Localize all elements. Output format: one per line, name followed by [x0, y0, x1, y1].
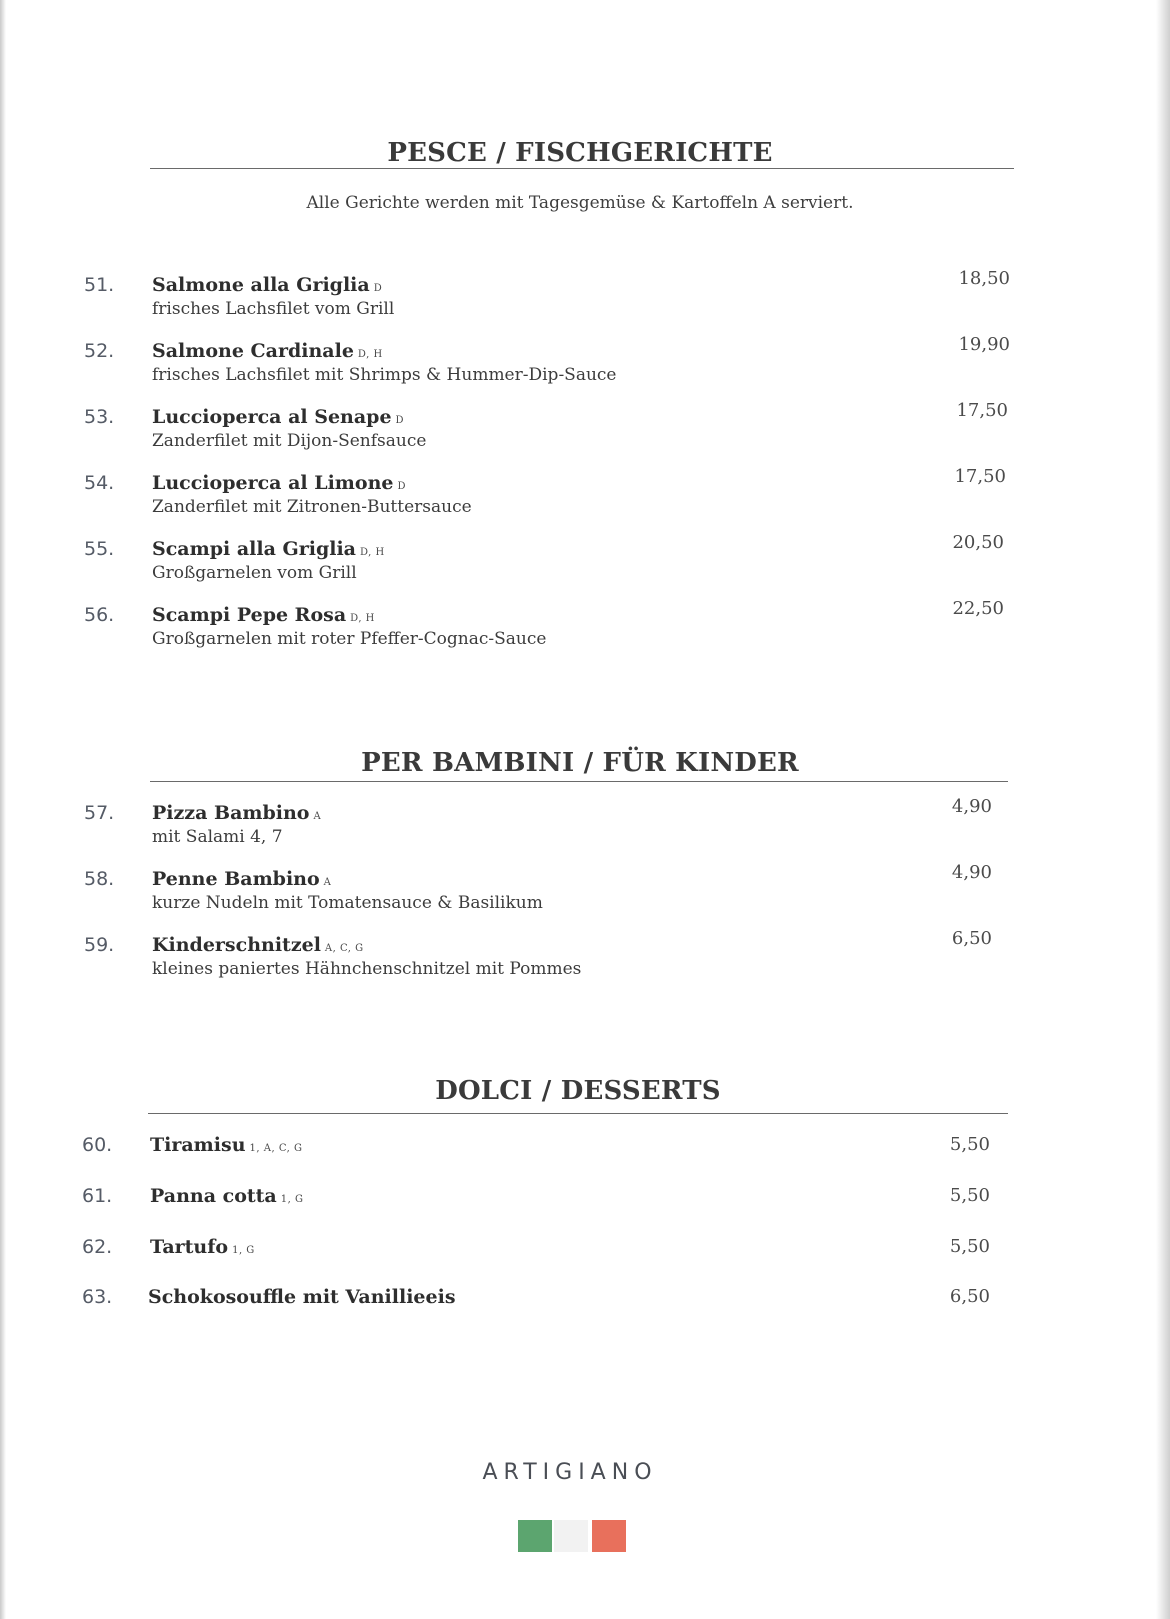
section-divider [150, 168, 1014, 169]
item-name: Kinderschnitzel A, C, G [152, 934, 364, 956]
section-note: Alle Gerichte werden mit Tagesgemüse & Kartoffeln A serviert. [306, 193, 854, 213]
menu-item [0, 598, 1170, 662]
item-price: 20,50 [952, 532, 1004, 553]
item-allergen-tags: D [395, 415, 405, 426]
item-name: Schokosouffle mit Vanillieeis [148, 1286, 456, 1308]
section-title: PER BAMBINI / FÜR KINDER [361, 748, 799, 778]
section-title: PESCE / FISCHGERICHTE [387, 138, 773, 168]
item-price: 5,50 [949, 1134, 990, 1155]
item-name: Salmone alla Griglia D [152, 274, 383, 296]
flag-stripe-red [592, 1520, 626, 1552]
item-description: frisches Lachsfilet vom Grill [152, 299, 395, 319]
item-number: 52. [84, 340, 115, 362]
item-description: kleines paniertes Hähnchenschnitzel mit Pommes [152, 959, 582, 979]
item-allergen-tags: A [313, 811, 322, 822]
item-name: Luccioperca al Limone D [152, 472, 407, 494]
item-allergen-tags: 1, A, C, G [249, 1143, 303, 1154]
item-number: 53. [84, 406, 115, 428]
item-price: 19,90 [958, 334, 1010, 355]
item-allergen-tags: D, H [357, 349, 383, 360]
item-price: 4,90 [951, 862, 992, 883]
menu-item [0, 334, 1170, 398]
item-name: Tartufo 1, G [150, 1236, 255, 1258]
item-number: 61. [82, 1185, 113, 1207]
item-description: Großgarnelen mit roter Pfeffer-Cognac-Sauce [152, 629, 547, 649]
item-allergen-tags: 1, G [280, 1194, 304, 1205]
item-number: 60. [82, 1134, 113, 1156]
menu-item [0, 928, 1170, 992]
item-name: Panna cotta 1, G [150, 1185, 304, 1207]
item-description: Großgarnelen vom Grill [152, 563, 357, 583]
menu-item [0, 400, 1170, 464]
item-number: 63. [82, 1286, 113, 1308]
menu-item [0, 862, 1170, 926]
item-name: Scampi alla Griglia D, H [152, 538, 385, 560]
item-price: 5,50 [949, 1185, 990, 1206]
section-title: DOLCI / DESSERTS [435, 1076, 721, 1106]
menu-item [0, 1284, 1170, 1344]
item-name: Pizza Bambino A [152, 802, 322, 824]
item-allergen-tags: D [373, 283, 383, 294]
menu-item [0, 532, 1170, 596]
item-description: Zanderfilet mit Dijon-Senfsauce [152, 431, 427, 451]
item-price: 17,50 [956, 400, 1008, 421]
menu-item [0, 466, 1170, 530]
item-number: 54. [84, 472, 115, 494]
item-description: frisches Lachsfilet mit Shrimps & Hummer-Dip-Sauce [152, 365, 617, 385]
item-allergen-tags: A, C, G [324, 943, 364, 954]
item-description: kurze Nudeln mit Tomatensauce & Basilikum [152, 893, 543, 913]
item-name: Salmone Cardinale D, H [152, 340, 383, 362]
menu-item [0, 268, 1170, 332]
item-number: 58. [84, 868, 115, 890]
item-price: 6,50 [949, 1286, 990, 1307]
item-price: 4,90 [951, 796, 992, 817]
item-allergen-tags: D, H [359, 547, 385, 558]
item-number: 55. [84, 538, 115, 560]
italian-flag-icon [518, 1520, 630, 1552]
brand-logo-text: ARTIGIANO [482, 1460, 658, 1485]
item-price: 22,50 [952, 598, 1004, 619]
item-name: Luccioperca al Senape D [152, 406, 405, 428]
flag-stripe-white [554, 1520, 588, 1552]
item-allergen-tags: D [397, 481, 407, 492]
item-price: 18,50 [958, 268, 1010, 289]
item-description: mit Salami 4, 7 [152, 827, 283, 847]
flag-stripe-green [518, 1520, 552, 1552]
item-name: Penne Bambino A [152, 868, 332, 890]
item-number: 56. [84, 604, 115, 626]
item-number: 51. [84, 274, 115, 296]
item-price: 5,50 [949, 1236, 990, 1257]
item-description: Zanderfilet mit Zitronen-Buttersauce [152, 497, 472, 517]
item-price: 6,50 [951, 928, 992, 949]
item-price: 17,50 [954, 466, 1006, 487]
section-divider [150, 781, 1008, 782]
item-allergen-tags: 1, G [232, 1245, 255, 1256]
item-number: 62. [82, 1236, 113, 1258]
item-name: Scampi Pepe Rosa D, H [152, 604, 375, 626]
item-allergen-tags: A [323, 877, 332, 888]
item-name: Tiramisu 1, A, C, G [150, 1134, 303, 1156]
menu-item [0, 796, 1170, 860]
section-divider [148, 1113, 1008, 1114]
item-allergen-tags: D, H [350, 613, 375, 624]
item-number: 59. [84, 934, 115, 956]
item-number: 57. [84, 802, 115, 824]
